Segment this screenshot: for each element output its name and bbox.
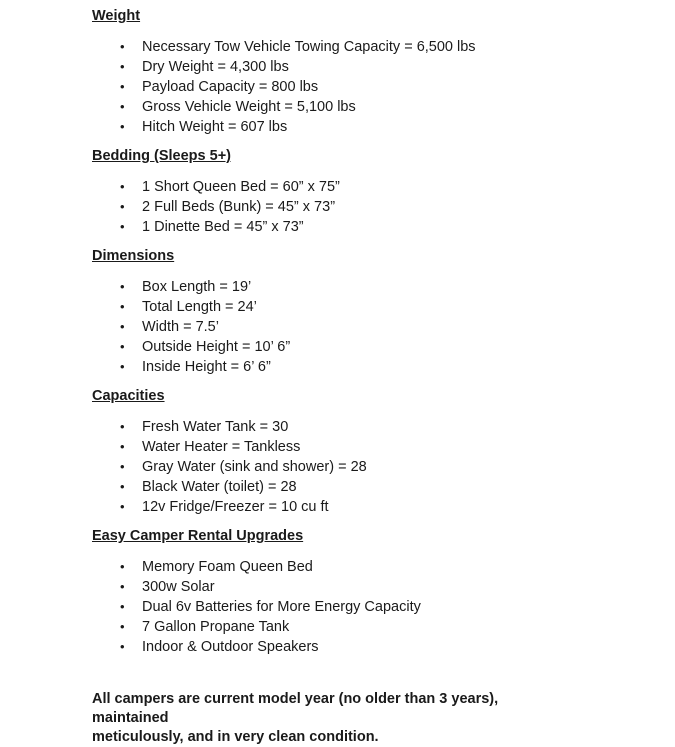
- list-item: [92, 637, 655, 657]
- section-upgrades: [92, 526, 655, 657]
- bullet-icon: •: [120, 279, 125, 294]
- bullet-icon: •: [120, 419, 125, 434]
- section-heading-weight: Weight: [92, 8, 141, 24]
- bullet-icon: •: [120, 299, 125, 314]
- list-item-text: Total Length = 24’: [142, 299, 257, 315]
- footer-line-2: meticulously, and in very clean condition.: [92, 729, 379, 745]
- list-item: [92, 617, 655, 637]
- list-item: [92, 277, 655, 297]
- bullet-icon: •: [120, 599, 125, 614]
- section-heading-dimensions: Dimensions: [92, 248, 175, 264]
- list-item-text: Water Heater = Tankless: [142, 439, 301, 455]
- list-item: [92, 497, 655, 517]
- bullet-icon: •: [120, 459, 125, 474]
- list-item-text: Necessary Tow Vehicle Towing Capacity = 6,500 lbs: [142, 39, 476, 55]
- list-item: [92, 37, 655, 57]
- list-item: [92, 597, 655, 617]
- bullet-icon: •: [120, 499, 125, 514]
- list-item-text: Width = 7.5’: [142, 319, 219, 335]
- list-item-text: Payload Capacity = 800 lbs: [142, 79, 319, 95]
- section-heading-upgrades: Easy Camper Rental Upgrades: [92, 528, 304, 544]
- list-item: [92, 477, 655, 497]
- list-item: [92, 557, 655, 577]
- section-heading-bedding: Bedding (Sleeps 5+): [92, 148, 231, 164]
- list-item: [92, 77, 655, 97]
- bullet-icon: •: [120, 319, 125, 334]
- section-capacities: [92, 386, 655, 517]
- list-item: [92, 217, 655, 237]
- list-item: [92, 177, 655, 197]
- list-item: [92, 357, 655, 377]
- list-item: [92, 317, 655, 337]
- bullet-icon: •: [120, 479, 125, 494]
- bullet-icon: •: [120, 359, 125, 374]
- list-item-text: Hitch Weight = 607 lbs: [142, 119, 288, 135]
- bullet-icon: •: [120, 339, 125, 354]
- list-item-text: 1 Dinette Bed = 45” x 73”: [142, 219, 304, 235]
- list-item: [92, 117, 655, 137]
- list-item: [92, 197, 655, 217]
- list-item-text: 7 Gallon Propane Tank: [142, 619, 290, 635]
- list-item-text: Fresh Water Tank = 30: [142, 419, 289, 435]
- list-item: [92, 297, 655, 317]
- section-bedding: [92, 146, 655, 237]
- bullet-icon: •: [120, 179, 125, 194]
- bullet-icon: •: [120, 119, 125, 134]
- list-item: [92, 417, 655, 437]
- section-heading-capacities: Capacities: [92, 388, 165, 404]
- bullet-icon: •: [120, 439, 125, 454]
- list-item-text: Indoor & Outdoor Speakers: [142, 639, 319, 655]
- bedding-list: [92, 177, 655, 237]
- list-item: [92, 577, 655, 597]
- list-item-text: 300w Solar: [142, 579, 215, 595]
- footer-line-1: All campers are current model year (no older than 3 years), maintained: [92, 691, 499, 726]
- bullet-icon: •: [120, 59, 125, 74]
- list-item: [92, 57, 655, 77]
- dimensions-list: [92, 277, 655, 377]
- bullet-icon: •: [120, 619, 125, 634]
- list-item-text: Dual 6v Batteries for More Energy Capacity: [142, 599, 421, 615]
- upgrades-list: [92, 557, 655, 657]
- bullet-icon: •: [120, 39, 125, 54]
- list-item-text: Gray Water (sink and shower) = 28: [142, 459, 367, 475]
- list-item: [92, 457, 655, 477]
- list-item-text: Gross Vehicle Weight = 5,100 lbs: [142, 99, 356, 115]
- list-item-text: Memory Foam Queen Bed: [142, 559, 313, 575]
- list-item-text: Outside Height = 10’ 6”: [142, 339, 291, 355]
- list-item-text: 1 Short Queen Bed = 60” x 75”: [142, 179, 340, 195]
- list-item: [92, 337, 655, 357]
- list-item: [92, 437, 655, 457]
- list-item-text: Black Water (toilet) = 28: [142, 479, 297, 495]
- list-item-text: 2 Full Beds (Bunk) = 45” x 73”: [142, 199, 336, 215]
- footer-note: [92, 690, 562, 747]
- list-item-text: 12v Fridge/Freezer = 10 cu ft: [142, 499, 329, 515]
- bullet-icon: •: [120, 639, 125, 654]
- list-item-text: Inside Height = 6’ 6”: [142, 359, 271, 375]
- list-item-text: Box Length = 19’: [142, 279, 252, 295]
- bullet-icon: •: [120, 99, 125, 114]
- bullet-icon: •: [120, 579, 125, 594]
- list-item: [92, 97, 655, 117]
- section-weight: [92, 6, 655, 137]
- bullet-icon: •: [120, 219, 125, 234]
- list-item-text: Dry Weight = 4,300 lbs: [142, 59, 289, 75]
- capacities-list: [92, 417, 655, 517]
- bullet-icon: •: [120, 559, 125, 574]
- weight-list: [92, 37, 655, 137]
- bullet-icon: •: [120, 199, 125, 214]
- bullet-icon: •: [120, 79, 125, 94]
- section-dimensions: [92, 246, 655, 377]
